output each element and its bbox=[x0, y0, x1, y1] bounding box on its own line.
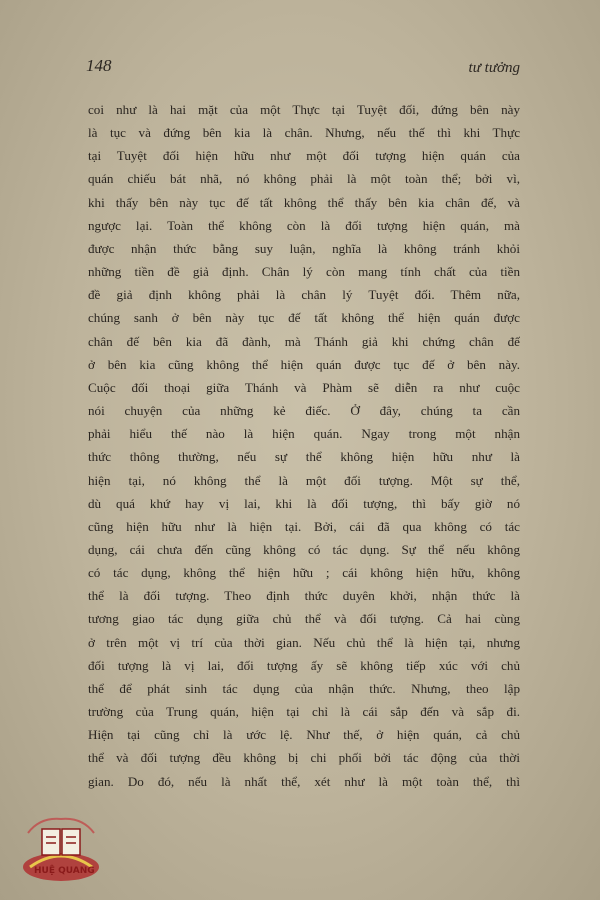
text-line: coi như là hai mặt của một Thực tại Tuyệt đối, đứng bên này bbox=[88, 102, 520, 117]
text-line: chân đế bên kia đã đành, mà Thánh giả khi chứng chân đế bbox=[88, 333, 520, 349]
text-line: phải hiểu thế nào là hiện quán. Ngay trong một nhận bbox=[88, 426, 520, 442]
text-line: dù quá khứ hay vị lai, khi là đối tượng, thì bấy giờ nó bbox=[88, 495, 520, 511]
text-line: tương giao tác dụng giữa chủ thể và đối tượng. Cả hai cùng bbox=[88, 611, 520, 627]
text-line: khi thấy bên này tục đế tất không thể thấy bên kia chân đế, và bbox=[88, 194, 520, 210]
text-line: cũng hiện hữu như là hiện tại. Bởi, cái đã qua không có tác bbox=[88, 518, 520, 534]
text-line: hiện tại, nó không thể là một đối tượng. Một sự thể, bbox=[88, 472, 520, 488]
text-line: được nhận thức bằng suy luận, nghĩa là không tránh khỏi bbox=[88, 240, 520, 256]
text-line: những tiền đề giả định. Chân lý còn mang tính chất của tiền bbox=[88, 264, 520, 280]
body-text bbox=[88, 98, 520, 793]
text-line: thể để phát sinh tác dụng của nhận thức. Nhưng, theo lập bbox=[88, 680, 520, 696]
text-line: có tác dụng, không thể hiện hữu ; cái không hiện hữu, không bbox=[88, 565, 520, 581]
text-line: dụng, cái chưa đến cũng không có tác dụng. Sự thể nếu không bbox=[88, 541, 520, 557]
text-line: chúng sanh ở bên này tục đế tất không thể hiện quán được bbox=[88, 310, 520, 326]
text-line: thức thông thường, nếu sự thể không hiện hữu như là bbox=[88, 449, 520, 465]
text-line: trường của Trung quán, hiện tại chỉ là cái sắp đến và sắp đi. bbox=[88, 704, 520, 720]
text-line: tại Tuyệt đối hiện hữu như một đối tượng hiện quán của bbox=[88, 148, 520, 164]
text-line: gian. Do đó, nếu là nhất thể, xét như là một toàn thể, thì bbox=[88, 773, 520, 789]
text-line: Hiện tại cũng chỉ là ước lệ. Như thế, ở hiện quán, cả chủ bbox=[88, 727, 520, 743]
running-title: tư tưởng bbox=[468, 60, 520, 76]
seal-caption: HUỆ QUANG bbox=[34, 866, 95, 876]
text-line: nói chuyện của những kẻ điếc. Ở đây, chúng ta cần bbox=[88, 403, 520, 419]
text-line: là tục và đứng bên kia là chân. Nhưng, nếu thế thì khi Thực bbox=[88, 125, 520, 141]
text-line: đối tượng là vị lai, đối tượng ấy sẽ không tiếp xúc với chủ bbox=[88, 657, 520, 673]
text-line: Cuộc đối thoại giữa Thánh và Phàm sẽ diễn ra như cuộc bbox=[88, 379, 520, 395]
text-line: quán chiếu bát nhã, nó không phải là một toàn thể; bởi vì, bbox=[88, 171, 520, 187]
text-line: ở trên một vị trí của thời gian. Nếu chủ thể là hiện tại, nhưng bbox=[88, 634, 520, 650]
text-line: đề giả định không phải là chân lý Tuyệt đối. Thêm nữa, bbox=[88, 287, 520, 303]
text-line: thể và đối tượng đều không bị chi phối bởi tác động của thời bbox=[88, 750, 520, 766]
text-line: ngược lại. Toàn thể không còn là đối tượng hiện quán, mà bbox=[88, 217, 520, 233]
page-number: 148 bbox=[86, 56, 112, 75]
text-line: thể là đối tượng. Theo định thức duyên khởi, nhận thức là bbox=[88, 588, 520, 604]
text-line: ở bên kia cũng không thể hiện quán được tục đế ở bên này. bbox=[88, 356, 520, 372]
